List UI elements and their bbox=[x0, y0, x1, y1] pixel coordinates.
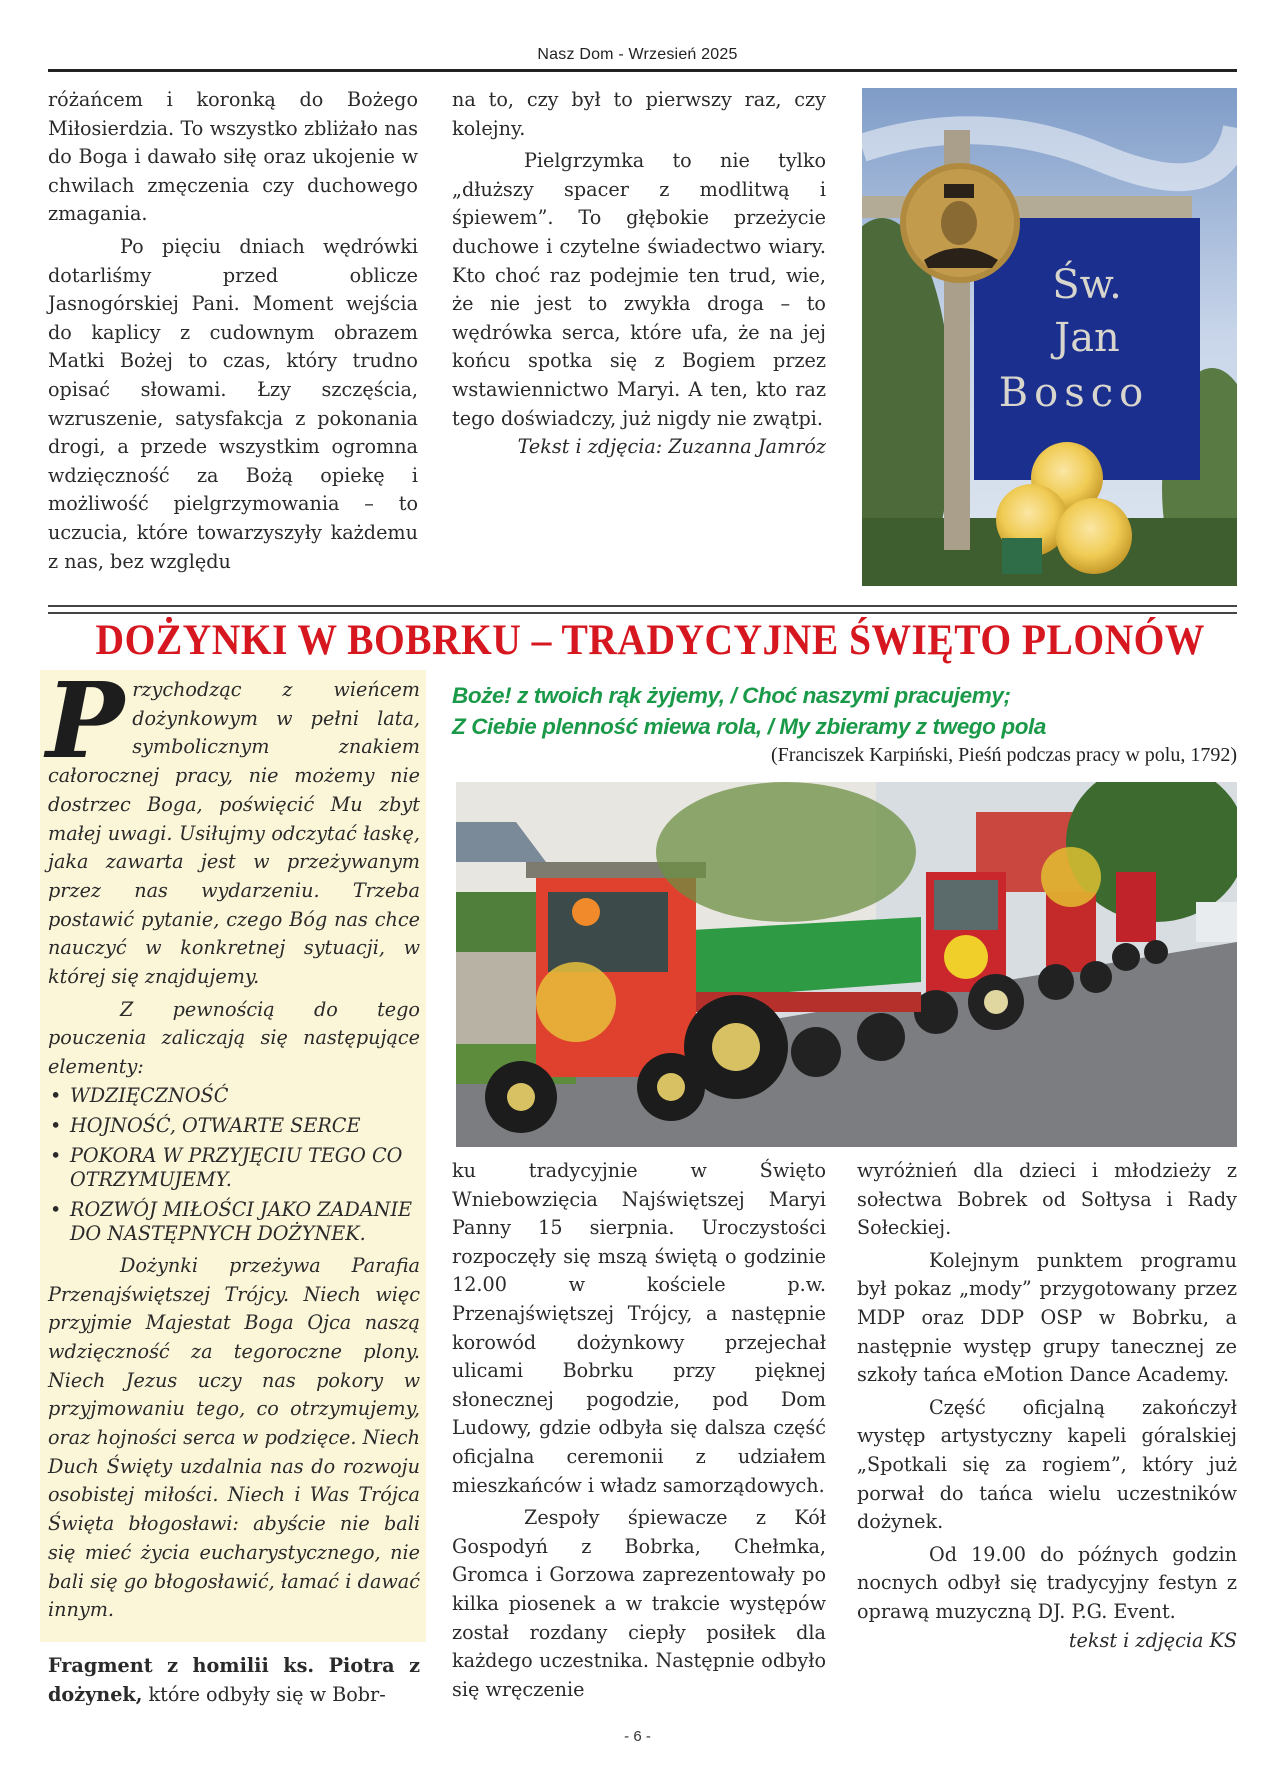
car bbox=[1196, 902, 1237, 942]
pilgrimage-paragraph: Pielgrzymka to nie tylko „dłuższy spacer z modlitwą i śpiewem”. To głębokie przeżycie duchowe i czytelne świadectwo wiary. Kto choć raz podejmie ten trud, wie, że nie jest to zwykła droga – to wędrówka serca, które ufa, że na jej końcu spotka się z Bogiem przez wstawiennictwo Maryi. A ten, kto raz tego doświadczy, już nigdy nie zwątpi. bbox=[452, 149, 826, 430]
harvest-festival-parade-photo bbox=[456, 782, 1237, 1147]
article-paragraph: ku tradycyjnie w Święto Wniebowzięcia Najświętszej Maryi Panny 15 sierpnia. Uroczystości rozpoczęły się mszą świętą o godzinie 12.00 w kościele p.w. Przenajświętszej Trójcy, a następnie korowód dożynkowy przejechał ulicami Bobrku przy pięknej słonecznej pogodzie, pod Dom Ludowy, gdzie odbyła się dalsza część oficjalna ceremonii z udziałem mieszkańców i władz samorządowych. bbox=[452, 1159, 826, 1497]
homily-list-item: • WDZIĘCZNOŚĆ bbox=[48, 1084, 420, 1108]
fence bbox=[456, 952, 536, 1052]
saint-john-bosco-sign-photo bbox=[862, 88, 1237, 586]
article-paragraph: wyróżnień dla dzieci i młodzieży z sołectwa Bobrek od Sołtysa i Rady Sołeckiej. bbox=[857, 1159, 1237, 1240]
yellow-rose bbox=[1056, 498, 1132, 574]
pilgrimage-paragraph: na to, czy był to pierwszy raz, czy kolejny. bbox=[452, 88, 826, 140]
drop-cap: P bbox=[46, 659, 125, 782]
pilgrimage-paragraph: różańcem i koronką do Bożego Miłosierdzia. To wszystko zbliżało nas do Boga i dawało siłę oraz ukojenie w chwilach zmęczenia czy duchowego zmagania. bbox=[48, 88, 418, 226]
article-column-2 bbox=[452, 1157, 826, 1704]
article-paragraph: Część oficjalną zakończył występ artystyczny kapeli góralskiej „Spotkali się za rogiem”, który już porwał do tańca wielu uczestników dożynek. bbox=[857, 1395, 1237, 1534]
homily-attribution-bold: Fragment z homilii ks. Piotra z dożynek, bbox=[48, 1654, 420, 1706]
section-divider bbox=[48, 612, 1237, 614]
article-signature: tekst i zdjęcia KS bbox=[1068, 1628, 1237, 1652]
article-title: DOŻYNKI W BOBRKU – TRADYCYJNE ŚWIĘTO PLONÓW bbox=[95, 617, 1205, 664]
homily-paragraph: rzychodząc z wieńcem dożynkowym w pełni lata, symbolicznym znakiem całorocznej pracy, nie możemy nie dostrzec Boga, poświęcić Mu zbyt małej uwagi. Usiłujmy odczytać łaskę, jaka zawarta jest w przeżywanym przez nas wydarzeniu. Trzeba postawić pytanie, czego Bóg nas chce nauczyć w konkretnej sytuacji, w której się znajdujemy. bbox=[48, 678, 420, 989]
homily-list bbox=[48, 1084, 420, 1246]
poem-line: Boże! z twoich rąk żyjemy, / Choć naszymi pracujemy; bbox=[452, 683, 1011, 708]
page-number: - 6 - bbox=[624, 1728, 651, 1745]
pilgrimage-column-2 bbox=[452, 86, 826, 462]
homily-paragraph: Z pewnością do tego pouczenia zaliczają się następujące elementy: bbox=[48, 997, 420, 1079]
flower-decoration bbox=[536, 962, 616, 1042]
poem-source: (Franciszek Karpiński, Pieśń podczas pracy w polu, 1792) bbox=[771, 744, 1237, 766]
header-rule bbox=[48, 69, 1237, 72]
section-divider bbox=[48, 605, 1237, 607]
pilgrimage-signature: Tekst i zdjęcia: Zuzanna Jamróz bbox=[517, 435, 826, 459]
homily-attribution bbox=[48, 1652, 420, 1709]
running-header: Nasz Dom - Wrzesień 2025 bbox=[537, 46, 738, 63]
homily-list-item: • ROZWÓJ MIŁOŚCI JAKO ZADANIE DO NASTĘPNYCH DOŻYNEK. bbox=[48, 1198, 420, 1246]
flower-decoration bbox=[572, 898, 600, 926]
pilgrimage-paragraph: Po pięciu dniach wędrówki dotarliśmy przed oblicze Jasnogórskiej Pani. Moment wejścia do kaplicy z cudownym obrazem Matki Bożej to czas, który trudno opisać słowami. Łzy szczęścia, wzruszenie, satysfakcja z pokonania drogi, a przede wszystkim ogromna wdzięczność za Bożą opiekę i możliwość pielgrzymowania – to uczucia, które towarzyszyły każdemu z nas, bez względu bbox=[48, 234, 418, 573]
homily-column bbox=[46, 659, 420, 1625]
homily-attribution-rest: które odbyły się w Bobr- bbox=[142, 1682, 386, 1706]
sign-text-line3: Bosco bbox=[998, 370, 1150, 416]
sunflower-decoration bbox=[944, 935, 988, 979]
article-paragraph: Kolejnym punktem programu był pokaz „mody” przygotowany przez MDP oraz DDP OSP w Bobrku, a następnie występ grupy tanecznej ze szkoły tańca eMotion Dance Academy. bbox=[857, 1248, 1237, 1387]
pilgrimage-column-1 bbox=[48, 86, 418, 576]
poem-line: Z Ciebie plenność miewa rola, / My zbieramy z twego pola bbox=[452, 714, 1046, 739]
sunflower-decoration bbox=[1041, 847, 1101, 907]
article-paragraph: Zespoły śpiewacze z Kół Gospodyń z Bobrka, Chełmka, Gromca i Gorzowa zaprezentowały po kilka piosenek a w trakcie występów został rozdany ciepły posiłek dla każdego uczestnika. Następnie odbyło się wręczenie bbox=[452, 1506, 826, 1701]
homily-paragraph: Dożynki przeżywa Parafia Przenajświętszej Trójcy. Niech więc przyjmie Majestat Boga Ojca naszą wdzięczność za tegoroczne plony. Niech Jezus uczy nas pokory w przyjmowaniu tego, co otrzymujemy, oraz hojności serca w podzięce. Niech Duch Święty uzdalnia nas do rozwoju osobistej miłości. Niech i Was Trójca Święta błogosławi: abyście nie bali się mieć życia eucharystycznego, nie bali się go błogosławić, łamać i dawać innym. bbox=[48, 1253, 420, 1622]
sign-text-line1: Św. bbox=[1052, 262, 1122, 308]
homily-list-item: • HOJNOŚĆ, OTWARTE SERCE bbox=[48, 1114, 420, 1138]
homily-list-item: • POKORA W PRZYJĘCIU TEGO CO OTRZYMUJEMY. bbox=[48, 1144, 420, 1192]
article-column-3 bbox=[857, 1157, 1237, 1655]
sign-text-line2: Jan bbox=[1054, 315, 1120, 361]
article-paragraph: Od 19.00 do późnych godzin nocnych odbył się tradycyjny festyn z oprawą muzyczną DJ. P.G. Event. bbox=[857, 1542, 1237, 1623]
